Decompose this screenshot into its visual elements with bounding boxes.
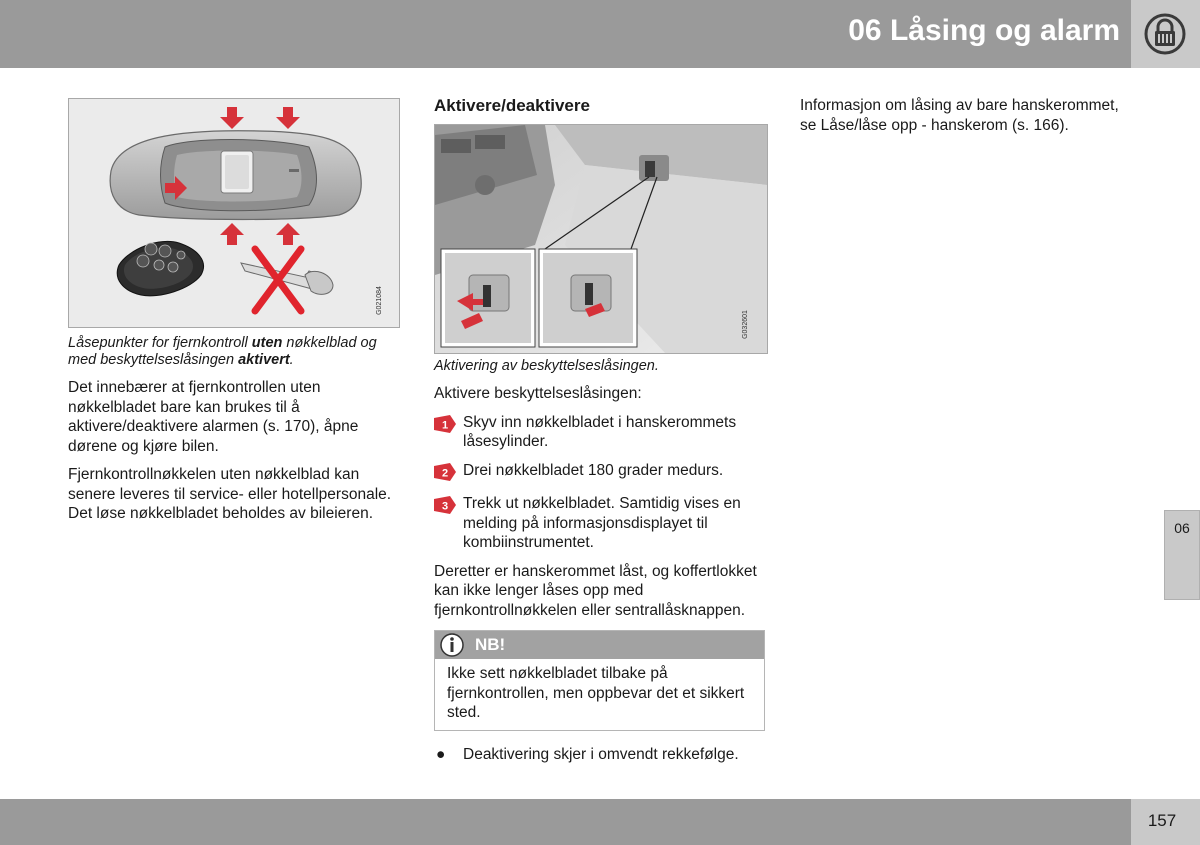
- chapter-side-tab-label: 06: [1174, 520, 1190, 536]
- note-header: [435, 631, 764, 659]
- step-item: [434, 413, 768, 452]
- step-item: [434, 461, 768, 481]
- note-text: Ikke sett nøkkelbladet tilbake på fjernkontrollen, men oppbevar det et sikkert sted.: [447, 665, 745, 721]
- middle-column: [434, 96, 768, 764]
- section-heading: Aktivere/deaktivere: [434, 96, 590, 115]
- chapter-title: 06 Låsing og alarm: [848, 14, 1120, 47]
- bullet-text: Deaktivering skjer i omvendt rekkefølge.: [463, 745, 739, 763]
- svg-text:3: 3: [442, 500, 449, 513]
- caption-emphasis: aktivert: [238, 352, 290, 368]
- note-label: NB!: [475, 635, 506, 654]
- chapter-icon-box: [1131, 0, 1200, 68]
- step-number-icon: [434, 415, 456, 433]
- svg-text:1: 1: [442, 419, 449, 431]
- figure-code: G021084: [375, 286, 383, 315]
- remote-key-fob: [117, 241, 203, 295]
- caption-emphasis: uten: [251, 335, 283, 351]
- figure-car-remote: [68, 98, 400, 328]
- step-item: [434, 494, 768, 553]
- step-text: Skyv inn nøkkelbladet i hanskerommets låsesylinder.: [463, 413, 737, 450]
- caption-text: .: [289, 352, 294, 368]
- figure-caption: [68, 335, 400, 369]
- bullet-item: [434, 745, 768, 765]
- svg-text:2: 2: [442, 467, 449, 479]
- note-box: [434, 630, 765, 731]
- body-paragraph: Informasjon om låsing av bare hanskerommet, se Låse/låse opp - hanskerom (s. 166).: [800, 97, 1119, 134]
- bullet-icon: ●: [436, 745, 446, 763]
- page-number: 157: [1147, 811, 1177, 830]
- left-column: [68, 98, 400, 533]
- body-paragraph: Fjernkontrollnøkkelen uten nøkkelblad kan senere leveres til service- eller hotellpersonale. Det løse nøkkelbladet beholdes av bileieren.: [68, 466, 392, 522]
- info-icon: [439, 633, 465, 657]
- step-number-icon: [434, 496, 456, 514]
- steps-intro: Aktivere beskyttelseslåsingen:: [434, 385, 642, 402]
- car-top-view-illustration: [69, 99, 399, 327]
- step-number-icon: [434, 463, 456, 481]
- step-text: Trekk ut nøkkelbladet. Samtidig vises en melding på informasjonsdisplayet til kombiinstrumentet.: [463, 495, 741, 551]
- body-paragraph: Det innebærer at fjernkontrollen uten nøkkelbladet bare kan brukes til å aktivere/deaktivere alarmen (s. 170), åpne dørene og kjøre bilen.: [68, 379, 359, 455]
- body-paragraph: Deretter er hanskerommet låst, og koffertlokket kan ikke lenger låses opp med fjernkontrollnøkkelen eller sentrallåsknappen.: [434, 562, 757, 619]
- page-footer: [0, 799, 1200, 845]
- caption-text: Låsepunkter for fjernkontroll: [68, 335, 252, 351]
- figure-glovebox-lock: [434, 124, 768, 354]
- step-text: Drei nøkkelbladet 180 grader medurs.: [463, 461, 724, 479]
- padlock-icon: [1144, 13, 1186, 55]
- figure-caption: Aktivering av beskyttelseslåsingen.: [434, 358, 659, 374]
- figure-code: G032601: [741, 310, 749, 339]
- caption-text: nøkkelblad og med beskyttelseslåsingen: [68, 335, 377, 368]
- glovebox-illustration: [435, 125, 767, 353]
- right-column: [800, 96, 1130, 144]
